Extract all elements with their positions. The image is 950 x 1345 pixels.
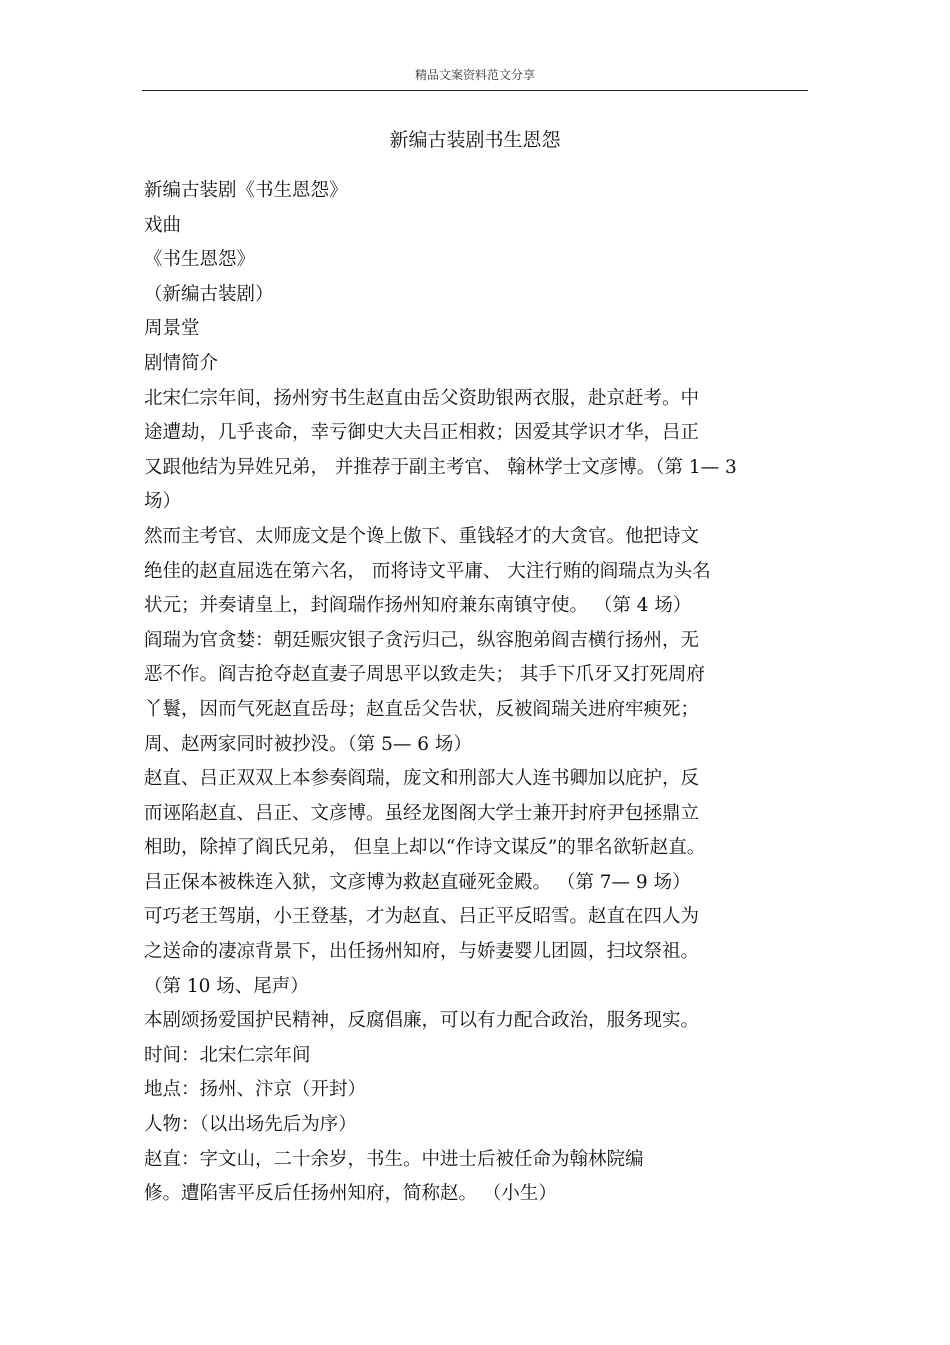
document-body	[144, 174, 814, 1212]
body-line: 又跟他结为异姓兄弟， 并推荐于副主考官、 翰林学士文彦博。（第 1— 3	[144, 456, 737, 478]
body-line: （第 10 场、尾声）	[144, 975, 309, 997]
document-title: 新编古装剧书生恩怨	[389, 129, 561, 151]
body-line: 之送命的凄凉背景下，出任扬州知府，与娇妻婴儿团圆，扫坟祭祖。	[144, 941, 700, 963]
body-line: 途遭劫，几乎丧命，幸亏御史大夫吕正相救；因爱其学识才华，吕正	[144, 422, 700, 444]
body-line: 周、赵两家同时被抄没。（第 5— 6 场）	[144, 733, 472, 755]
body-line: 时间：北宋仁宗年间	[144, 1044, 311, 1066]
body-line: 周景堂	[144, 318, 200, 340]
body-line: 赵直：字文山，二十余岁，书生。中进士后被任命为翰林院编	[144, 1148, 644, 1170]
body-line: 地点：扬州、汴京（开封）	[144, 1079, 367, 1101]
body-line: 新编古装剧《书生恩怨》	[144, 180, 348, 201]
body-line: 绝佳的赵直屈选在第六名， 而将诗文平庸、 大注行贿的阎瑞点为头名	[144, 560, 711, 582]
body-line: 人物：（以出场先后为序）	[144, 1114, 357, 1136]
body-line: 戏曲	[144, 214, 182, 236]
body-line: 而诬陷赵直、吕正、文彦博。虽经龙图阁大学士兼开封府尹包拯鼎立	[144, 802, 700, 824]
body-line: 阎瑞为官贪婪：朝廷赈灾银子贪污归己，纵容胞弟阎吉横行扬州，无	[144, 629, 700, 651]
body-line: 状元；并奏请皇上，封阎瑞作扬州知府兼东南镇守使。 （第 4 场）	[144, 595, 692, 617]
body-line: 修。遭陷害平反后任扬州知府，简称赵。 （小生）	[144, 1183, 557, 1205]
page-header-text: 精品文案资料范文分享	[414, 68, 535, 82]
page-header	[142, 64, 808, 91]
body-line: 本剧颂扬爱国护民精神，反腐倡廉，可以有力配合政治，服务现实。	[144, 1010, 700, 1032]
body-line: 场）	[144, 491, 182, 513]
body-line: 然而主考官、太师庞文是个谗上傲下、重钱轻才的大贪官。他把诗文	[144, 525, 700, 547]
body-line: 《书生恩怨》	[144, 249, 256, 271]
body-line: 吕正保本被株连入狱，文彦博为救赵直碰死金殿。 （第 7— 9 场）	[144, 871, 691, 893]
body-line: （新编古装剧）	[144, 283, 274, 305]
body-line: 相助，除掉了阎氏兄弟， 但皇上却以“作诗文谋反”的罪名欲斩赵直。	[144, 837, 706, 859]
body-line: 恶不作。阎吉抢夺赵直妻子周思平以致走失； 其手下爪牙又打死周府	[144, 664, 705, 686]
body-line: 可巧老王驾崩，小王登基，才为赵直、吕正平反昭雪。赵直在四人为	[144, 906, 700, 928]
body-line: 赵直、吕正双双上本参奏阎瑞，庞文和刑部大人连书卿加以庇护，反	[144, 768, 700, 790]
body-line: 北宋仁宗年间，扬州穷书生赵直由岳父资助银两衣服，赴京赶考。中	[144, 387, 700, 409]
body-line: 丫鬟，因而气死赵直岳母；赵直岳父告状，反被阎瑞关进府牢瘐死；	[144, 698, 700, 720]
body-line: 剧情简介	[144, 352, 219, 374]
